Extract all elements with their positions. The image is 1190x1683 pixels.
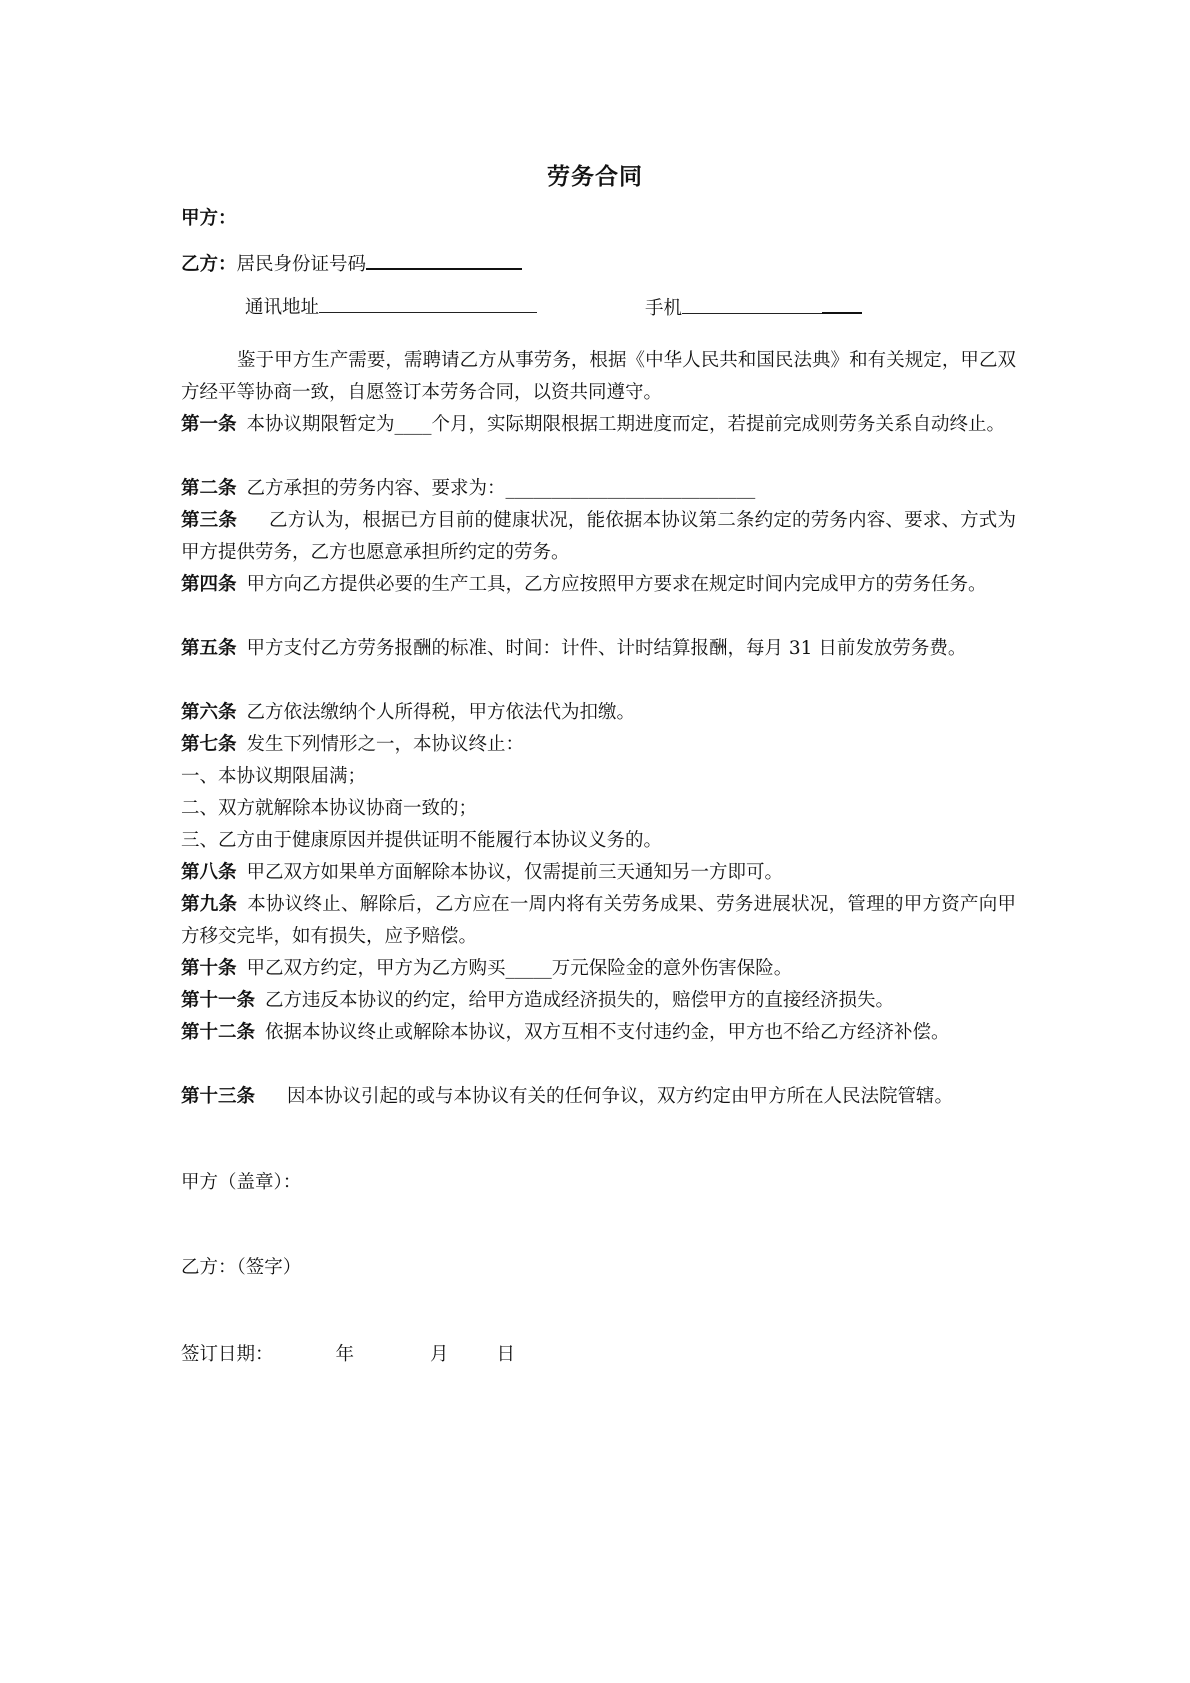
article-text: 乙方依法缴纳个人所得税，甲方依法代为扣缴。: [246, 702, 636, 723]
article-text: 因本协议引起的或与本协议有关的任何争议，双方约定由甲方所在人民法院管辖。: [287, 1086, 954, 1107]
article-12: [181, 1017, 1016, 1049]
article-13: [181, 1081, 1016, 1113]
article-8: [181, 857, 1016, 889]
article-9: [181, 889, 1016, 953]
article-text: 甲乙双方约定，甲方为乙方购买_____万元保险金的意外伤害保险。: [246, 958, 793, 979]
party-b-id-label: 居民身份证号码: [236, 254, 367, 275]
article-text: 本协议期限暂定为____个月，实际期限根据工期进度而定，若提前完成则劳务关系自动终止。: [246, 414, 1006, 435]
article-label: 第六条: [181, 702, 237, 723]
address-blank: [319, 294, 537, 313]
article-10: [181, 953, 1016, 985]
article-text: 乙方认为，根据已方目前的健康状况，能依据本协议第二条约定的劳务内容、要求、方式为甲方提供劳务，乙方也愿意承担所约定的劳务。: [181, 510, 1016, 563]
party-a-line: [181, 206, 237, 232]
article-text: 乙方承担的劳务内容、要求为：___________________________: [246, 478, 756, 499]
article-5: [181, 633, 1016, 665]
address-line: [245, 294, 537, 321]
article-1: [181, 409, 1016, 441]
article-text: 甲乙双方如果单方面解除本协议，仅需提前三天通知另一方即可。: [246, 862, 784, 883]
party-b-signature: 乙方：（签字）: [181, 1257, 302, 1278]
article-label: 第八条: [181, 862, 237, 883]
document-title: 劳务合同: [547, 163, 643, 190]
article-4: [181, 569, 1016, 601]
termination-item-3: 三、乙方由于健康原因并提供证明不能履行本协议义务的。: [181, 830, 663, 851]
article-label: 第一条: [181, 414, 237, 435]
article-11: [181, 985, 1016, 1017]
phone-blank: [682, 295, 822, 314]
article-2: [181, 473, 1016, 505]
termination-item-2: 二、双方就解除本协议协商一致的；: [181, 798, 478, 819]
party-b-line: [181, 250, 522, 278]
article-3: [181, 505, 1016, 569]
phone-label: 手机: [645, 298, 683, 319]
party-a-label: 甲方：: [181, 208, 237, 229]
article-label: 第十二条: [181, 1022, 256, 1043]
article-text: 依据本协议终止或解除本协议，双方互相不支付违约金，甲方也不给乙方经济补偿。: [265, 1022, 950, 1043]
date-label: 签订日期：: [181, 1344, 274, 1365]
party-a-signature: 甲方（盖章）：: [181, 1172, 302, 1193]
article-label: 第十条: [181, 958, 237, 979]
phone-blank-extra: [822, 294, 862, 314]
date-day: 日: [496, 1344, 516, 1365]
article-label: 第七条: [181, 734, 237, 755]
article-text: 乙方违反本协议的约定，给甲方造成经济损失的，赔偿甲方的直接经济损失。: [265, 990, 895, 1011]
party-b-label: 乙方：: [181, 254, 237, 275]
date-month: 月: [430, 1344, 449, 1365]
article-label: 第二条: [181, 478, 237, 499]
article-text: 发生下列情形之一，本协议终止：: [246, 734, 525, 755]
article-text: 甲方向乙方提供必要的生产工具，乙方应按照甲方要求在规定时间内完成甲方的劳务任务。: [246, 574, 987, 595]
termination-item-1: 一、本协议期限届满；: [181, 766, 367, 787]
phone-line: [645, 294, 862, 322]
preamble: 鉴于甲方生产需要，需聘请乙方从事劳务，根据《中华人民共和国民法典》和有关规定，甲乙双方经平等协商一致，自愿签订本劳务合同，以资共同遵守。: [181, 350, 1016, 403]
article-label: 第三条: [181, 510, 238, 531]
article-text: 甲方支付乙方劳务报酬的标准、时间：计件、计时结算报酬，每月 31 日前发放劳务费。: [246, 638, 967, 659]
article-text: 本协议终止、解除后，乙方应在一周内将有关劳务成果、劳务进展状况，管理的甲方资产向甲方移交完毕，如有损失，应予赔偿。: [181, 894, 1016, 947]
signing-date: [181, 1340, 515, 1366]
article-label: 第五条: [181, 638, 237, 659]
article-label: 第九条: [181, 894, 238, 915]
article-label: 第十三条: [181, 1086, 256, 1107]
date-year: 年: [335, 1344, 355, 1365]
id-number-blank: [366, 250, 522, 270]
article-label: 第四条: [181, 574, 237, 595]
article-7: [181, 729, 1016, 761]
address-label: 通讯地址: [245, 297, 320, 318]
article-6: [181, 697, 1016, 729]
article-label: 第十一条: [181, 990, 256, 1011]
